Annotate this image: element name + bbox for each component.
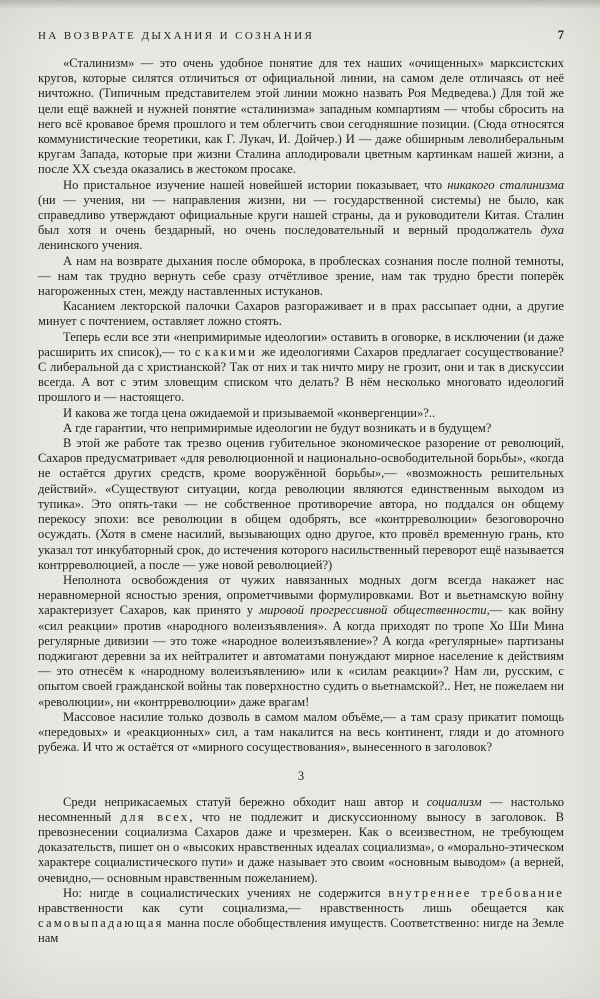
page-body <box>38 56 564 947</box>
emphasis-spaced: какими <box>204 344 258 359</box>
text-run: ,— как войну «сил реакции» против «народного волеизъявления». А когда приходят по тропе Хо Ши Мина регулярные дивизии — это тоже «народное волеизъявление»? А когда «регулярные» партизаны поджигают деревни за их нейтралитет и автоматами понуждают мирное население к действиям — это отнесём к «народному волеизъявлению» или к «силам реакции»? Нам ли, русским, с опытом своей гражданской войны так поверхностно судить о вьетнамской?.. Нет, не пожелаем ни «революции», ни «контрреволюции» даже врагам! <box>38 603 565 709</box>
text-run: Касанием лекторской палочки Сахаров разгораживает и в прах рассыпает одни, а другие минует с почтением, оставляет ложно стоять. <box>38 299 564 329</box>
emphasis-spaced: для всех <box>120 809 190 824</box>
text-run: манна после обобществления имуществ. Соответственно: нигде на Земле нам <box>38 916 564 946</box>
paragraph <box>38 178 564 254</box>
page-number: 7 <box>557 28 564 42</box>
paragraph <box>38 299 564 329</box>
text-run: Но: нигде в социалистических учениях не содержится <box>63 885 389 900</box>
text-run: (ни — учения, ни — направления жизни, ни — государственной системы) не было, как справедливо утверждают официальные круги нашей страны, да и руководители Китая. Сталин был хотя и очень бездарный, но очень последовательный и верный продолжатель <box>38 192 564 238</box>
emphasis-italic: социализм <box>426 794 482 809</box>
paragraph <box>38 573 564 710</box>
paragraph <box>38 886 564 947</box>
text-run: «Сталинизм» — это очень удобное понятие для тех наших «очищенных» марксистских кругов, которые силятся отличиться от официальной линии, на самом деле отличаясь от неё ничтожно. (Типичным представителем этой линии можно назвать Роя Медведева.) Для той же цели ещё важней и нужней понятие «сталинизма» западным компартиям — чтобы сбросить на него всё кровавое бремя прошлого и тем облегчить свои сегодняшние позиции. (Сюда относятся коммунистические теоретики, как Г. Лукач, И. Дойчер.) И — даже обширным леволиберальным кругам Запада, которые при жизни Сталина аплодировали цветным картинкам нашей жизни, а после XX съезда оказались в жестоком просаке. <box>38 56 564 177</box>
paragraph <box>38 56 564 178</box>
running-head <box>38 28 564 43</box>
text-run: В этой же работе так трезво оценив губительное экономическое разорение от революций, Сахаров предусматривает «для революционной и национально-освободительной борьбы», «когда не остаётся других средств, кроме вооружённой борьбы»,— «возможность решительных действий». «Существуют ситуации, когда революции являются единственным выходом из тупика». Это опять-таки — не собственное противоречие автора, но поддался он общему перекосу эпохи: все революции в общем одобрять, все «контрреволюции» безоговорочно осуждать. (Хотя в смене насилий, вызывающих одно другое, кто провёл временную грань, кто указал тот инкубаторный срок, до истечения которого насильственный переворот ещё называется контрреволюцией, а после — уже новой революцией?) <box>38 436 564 572</box>
paragraph <box>38 421 564 436</box>
text-run: Теперь если все эти «непримиримые идеологии» оставить в оговорке, в исключении (и даже расширить их список),— то с <box>38 329 564 359</box>
text-run: Массовое насилие только дозволь в самом малом объёме,— а там сразу прикатит помощь «передовых» и «реакционных» сил, а там накалится на весь континент, гляди и до атомного рубежа. И что ж остаётся от «мирного сосуществования», вынесенного в заголовок? <box>38 709 564 755</box>
emphasis-spaced: внутреннее требование <box>388 885 564 900</box>
text-run: нравственности как сути социализма,— нравственность лишь обещается как <box>38 900 564 915</box>
text-run: Неполнота освобождения от чужих навязанных модных догм всегда накажет нас неравномерной ясностью зрения, опрометчивыми формулировками. Вот и вьетнамскую войну характеризует Сахаров, как принято у <box>38 572 564 618</box>
paragraph <box>38 406 564 421</box>
text-run: Но пристальное изучение нашей новейшей истории показывает, что <box>63 177 448 192</box>
page-header-title: НА ВОЗВРАТЕ ДЫХАНИЯ И СОЗНАНИЯ <box>38 30 315 42</box>
text-run: И какова же тогда цена ожидаемой и призываемой «конвергенции»?.. <box>63 405 436 420</box>
paragraph <box>38 254 564 300</box>
text-run: А нам на возврате дыхания после обморока, в проблесках сознания после полной темноты,— нам так трудно вернуть себе сразу отчётливое зрение, нам так трудно брести поперёк нагороженных стен, между наставленных истуканов. <box>38 253 564 299</box>
emphasis-italic: никакого сталинизма <box>447 177 564 192</box>
text-run: , что не подлежит и дискуссионному выносу в заголовок. В превознесении социализма Сахаров даже и чрезмерен. Как о всеизвестном, не требующем доказательств, пишет он о «высоких нравственных идеалах социализма», о «морально-этическом характере социалистического пути» и даже называет это своим «основным выводом» (а верней, очевидно,— основным нравственным пожеланием). <box>38 809 564 885</box>
paragraph <box>38 710 564 756</box>
emphasis-italic: мировой прогрессивной общественности <box>259 603 487 618</box>
text-run: ленинского учения. <box>38 238 143 253</box>
emphasis-italic: духа <box>540 223 564 238</box>
paragraph <box>38 330 564 406</box>
text-run: Среди неприкасаемых статуй бережно обходит наш автор и <box>63 794 427 809</box>
text-run: же идеологиями Сахаров предлагает сосуществование? С либеральной да с христианской? Так от них и так ничто миру не грозит, они и так в дискуссии всегда. А вот с этим зловещим списком что делать? В нём несколько многовато идеологий прошлого и — настоящего. <box>38 344 564 405</box>
paragraph <box>38 795 564 886</box>
text-run: А где гарантии, что непримиримые идеологии не будут возникать и в будущем? <box>63 420 492 435</box>
paragraph <box>38 436 564 573</box>
text-run: — настолько несомненный <box>38 794 564 824</box>
emphasis-spaced: самовыпадающая <box>38 916 164 931</box>
section-number: 3 <box>297 769 305 784</box>
